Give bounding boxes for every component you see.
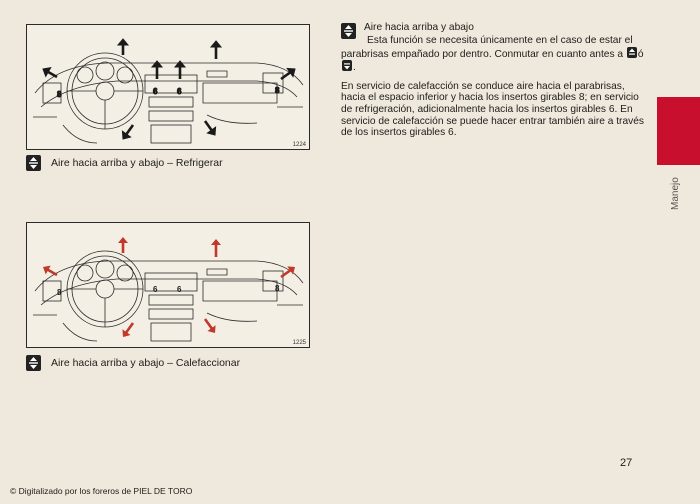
vent-label-6: 6 [153,285,158,294]
vent-label-8: 8 [57,90,62,99]
air-up-down-icon [341,23,356,39]
instruction-text [341,22,651,139]
airflow-arrow-5-head [175,61,185,67]
paragraph-1: Esta función se necesita únicamente en el caso de estar el parabrisas empañado por dentro. Conmutar en cuanto antes a ó . [341,35,644,74]
footer-credit: © Digitalizado por los foreros de PIEL DE TORO [10,486,193,496]
section-heading: Aire hacia arriba y abajo [364,22,474,33]
airflow-arrow-2-head [211,41,221,47]
section-tab [657,97,700,165]
page-number: 27 [620,457,633,469]
figure-caption-cooling [26,155,223,171]
air-up-down-icon [26,155,41,171]
air-up-icon [627,47,637,58]
air-up-down-icon [26,355,41,371]
airflow-arrows [27,223,309,347]
air-down-icon [342,60,352,71]
airflow-arrow-4-head [152,61,162,67]
caption-text: Aire hacia arriba y abajo – Calefaccionar [51,357,241,369]
vent-label-6: 6 [177,87,182,96]
vent-label-8: 8 [275,86,280,95]
section-label: Manejo [670,177,681,210]
vent-label-8: 8 [57,288,62,297]
caption-text: Aire hacia arriba y abajo – Refrigerar [51,157,223,169]
airflow-arrow-2-head [211,239,221,245]
figure-number: 1225 [292,340,306,346]
airflow-arrow-1-head [118,237,128,243]
vent-label-8: 8 [275,284,280,293]
paragraph-2: En servicio de calefacción se conduce aire hacia el parabrisas, hacia el espacio inferior y hacia los insertos girables 8; en servicio de refrigeración, adicionalmente hacia los insertos girables 6. En servicio de calefacción se puede hacer entrar también aire a través de los insertos girables 6. [341,80,644,139]
figure-number: 1224 [292,142,306,148]
dashboard-figure-heating [26,222,310,348]
vent-label-6: 6 [177,285,182,294]
figure-caption-heating [26,355,240,371]
airflow-arrows [27,25,309,149]
dashboard-figure-cooling [26,24,310,150]
vent-label-6: 6 [153,87,158,96]
airflow-arrow-1-head [118,39,128,45]
